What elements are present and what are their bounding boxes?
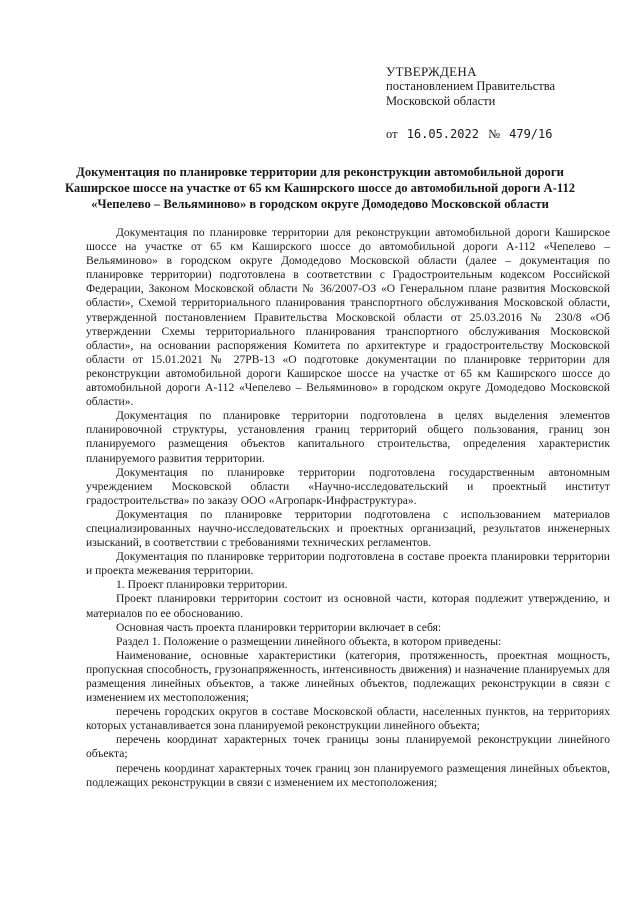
paragraph: Документация по планировке территории для реконструкции автомобильной дороги Каширское шоссе на участке от 65 км Каширского шоссе до автомобильной дороги А-112 «Чепелево – Вельяминово» в городском округе Домодедово Московской области (далее – документация по планировке территории) подготовлена в соответствии с Градостроительным кодексом Российской Федерации, Законом Московской области № 36/2007-ОЗ «О Генеральном плане развития Московской области», Схемой территориального планирования транспортного обслуживания Московской области, утвержденной постановлением Правительства Московской области от 25.03.2016 № 230/8 «Об утверждении Схемы территориального планирования транспортного обслуживания Московской области», на основании распоряжения Комитета по архитектуре и градостроительству Московской области от 15.01.2021 № 27РВ-13 «О подготовке документации по планировке территории для реконструкции автомобильной дороги Каширское шоссе на участке от 65 км Каширского шоссе до автомобильной дороги А-112 «Чепелево – Вельяминово» в городском округе Домодедово Московской области». xyxy=(86,226,610,409)
paragraph: Основная часть проекта планировки территории включает в себя: xyxy=(116,620,442,634)
paragraph: Наименование, основные характеристики (категория, протяженность, проектная мощность, пропускная способность, грузонапряженность, интенсивность движения) и назначение планируемых для размещения линейных объектов, а также линейных объектов, подлежащих реконструкции в связи с изменением их местоположения; xyxy=(86,648,610,705)
paragraph: Документация по планировке территории подготовлена государственным автономным учреждением Московской области «Научно-исследовательский и проектный институт градостроительства» по заказу ООО «Агропарк-Инфраструктура». xyxy=(86,465,610,507)
document-body xyxy=(86,226,610,790)
paragraph: перечень координат характерных точек границы зоны планируемой реконструкции линейного объекта; xyxy=(86,733,610,761)
approval-number: 479/16 xyxy=(509,127,553,141)
approval-heading: УТВЕРЖДЕНА xyxy=(386,64,477,79)
approval-stamp xyxy=(386,64,626,142)
approval-date: 16.05.2022 xyxy=(406,127,479,141)
paragraph: Раздел 1. Положение о размещении линейного объекта, в котором приведены: xyxy=(116,634,502,648)
approval-line-1: постановлением Правительства xyxy=(386,79,556,93)
paragraph: перечень городских округов в составе Московской области, населенных пунктов, на территориях которых устанавливается зона планируемой реконструкции линейного объекта; xyxy=(86,705,610,733)
paragraph: перечень координат характерных точек границ зон планируемого размещения линейных объектов, подлежащих реконструкции в связи с изменением их местоположения; xyxy=(86,761,610,789)
paragraph: Документация по планировке территории подготовлена с использованием материалов специализированных научно-исследовательских и проектных организаций, результатов инженерных изысканий, в соответствии с требованиями технических регламентов. xyxy=(86,507,610,550)
paragraph: Проект планировки территории состоит из основной части, которая подлежит утверждению, и материалов по ее обоснованию. xyxy=(86,592,610,620)
section-heading: 1. Проект планировки территории. xyxy=(116,578,288,592)
approval-date-number xyxy=(386,127,626,142)
date-prefix: от xyxy=(386,127,398,141)
paragraph: Документация по планировке территории подготовлена в целях выделения элементов планировочной структуры, установления границ территорий общего пользования, границ зон планируемого размещения объектов капитального строительства, определения характеристик планируемого развития территории. xyxy=(86,409,610,465)
document-title: Документация по планировке территории для реконструкции автомобильной дороги Каширское шоссе на участке от 65 км Каширского шоссе до автомобильной дороги А-112 «Чепелево – Вельяминово» в городском округе Домодедово Московской области xyxy=(64,165,576,211)
paragraph: Документация по планировке территории подготовлена в составе проекта планировки территории и проекта межевания территории. xyxy=(86,550,610,578)
number-prefix: № xyxy=(488,127,500,141)
approval-line-2: Московской области xyxy=(386,94,496,108)
